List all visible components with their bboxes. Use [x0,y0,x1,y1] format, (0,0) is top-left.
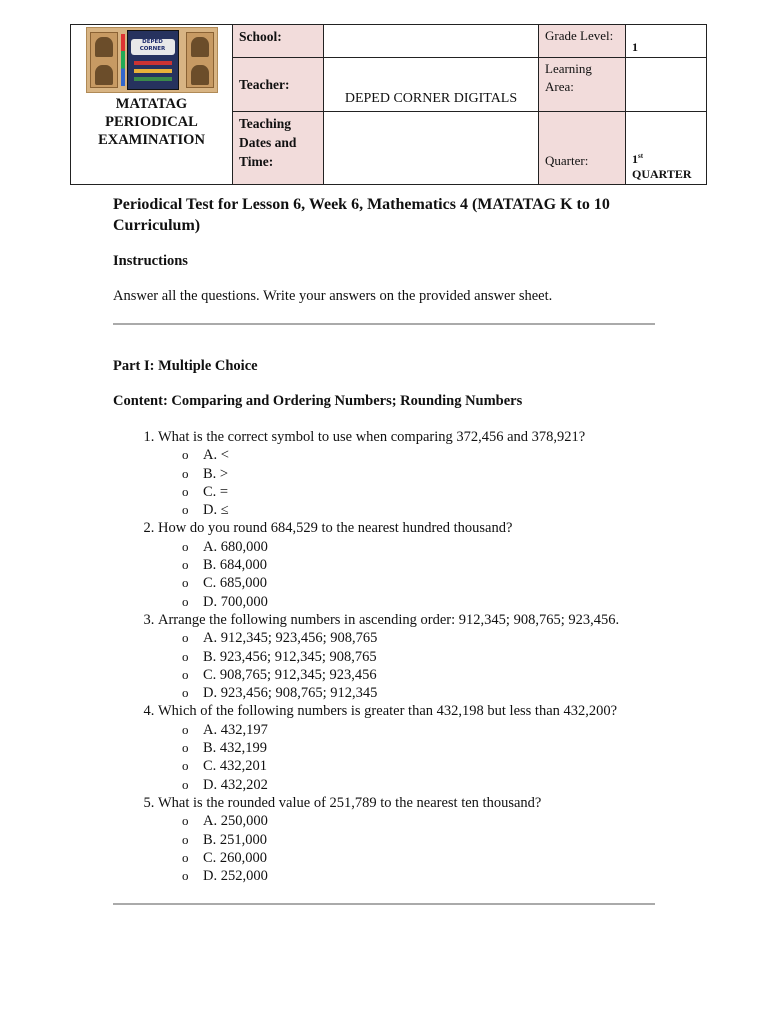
question-4-option-d: o D. 432,202 [182,776,268,793]
question-1-option-a: o A. < [182,447,229,464]
question-list [113,428,673,885]
question-4-option-c: o C. 432,201 [182,758,268,775]
grade-level-label: Grade Level: [539,25,626,58]
page-title: Periodical Test for Lesson 6, Week 6, Mathematics 4 (MATATAG K to 10 Curriculum) [113,196,610,234]
question-4: 4. Which of the following numbers is greater than 432,198 but less than 432,200? o A. 432,197 o B. 432,199 o C. 432,201 o D. 432,202 [158,702,673,793]
school-value [324,25,539,58]
quarter-label: Quarter: [539,112,626,185]
teacher-value: DEPED CORNER DIGITALS [324,58,539,112]
dates-label: Teaching Dates and Time: [233,112,324,185]
learning-area-label: Learning Area: [539,58,626,112]
instructions-heading: Instructions [113,253,188,269]
question-5: 5. What is the rounded value of 251,789 to the nearest ten thousand? o A. 250,000 o B. 251,000 o C. 260,000 o D. 252,000 [158,794,673,885]
teacher-label: Teacher: [233,58,324,112]
header-table [70,24,707,185]
learning-area-value [626,58,707,112]
divider-bottom [113,903,655,905]
question-1-option-d: o D. ≤ [182,502,229,519]
question-3: 3. Arrange the following numbers in ascending order: 912,345; 908,765; 923,456. o A. 912,345; 923,456; 908,765 o B. 923,456; 912,345; 908,765 o C. 908,765; 912,345; 923,456 o D. 923,456; 908,765; 912,345 [158,611,673,702]
question-3-option-b: o B. 923,456; 912,345; 908,765 [182,648,377,665]
question-3-option-d: o D. 923,456; 908,765; 912,345 [182,685,378,702]
question-2-option-a: o A. 680,000 [182,538,268,555]
part-heading: Part I: Multiple Choice [113,358,258,374]
question-4-option-a: o A. 432,197 [182,721,268,738]
divider-top [113,323,655,325]
exam-title: MATATAG PERIODICAL EXAMINATION [98,96,205,148]
question-5-option-c: o C. 260,000 [182,849,268,866]
test-content [113,194,673,905]
question-5-option-d: o D. 252,000 [182,868,268,885]
question-2-option-d: o D. 700,000 [182,593,268,610]
content-heading: Content: Comparing and Ordering Numbers; Rounding Numbers [113,393,523,409]
question-2-option-c: o C. 685,000 [182,575,268,592]
question-3-option-a: o A. 912,345; 923,456; 908,765 [182,630,378,647]
grade-level-value: 1 [626,25,707,58]
dates-value [324,112,539,185]
school-label: School: [233,25,324,58]
question-2-option-b: o B. 684,000 [182,557,268,574]
quarter-value: 1st QUARTER [626,112,707,185]
question-5-option-a: o A. 250,000 [182,813,268,830]
question-1: 1. What is the correct symbol to use when comparing 372,456 and 378,921? o A. < o B. > o C. = o D. ≤ [158,428,673,519]
question-3-option-c: o C. 908,765; 912,345; 923,456 [182,666,377,683]
deped-corner-logo: DEPED CORNER [86,27,218,93]
question-5-option-b: o B. 251,000 [182,831,268,848]
question-1-option-b: o B. > [182,465,229,482]
question-4-option-b: o B. 432,199 [182,740,268,757]
question-1-option-c: o C. = [182,483,229,500]
instructions-text: Answer all the questions. Write your answers on the provided answer sheet. [113,288,553,304]
logo-cell [71,25,233,185]
question-2: 2. How do you round 684,529 to the nearest hundred thousand? o A. 680,000 o B. 684,000 o C. 685,000 o D. 700,000 [158,519,673,610]
